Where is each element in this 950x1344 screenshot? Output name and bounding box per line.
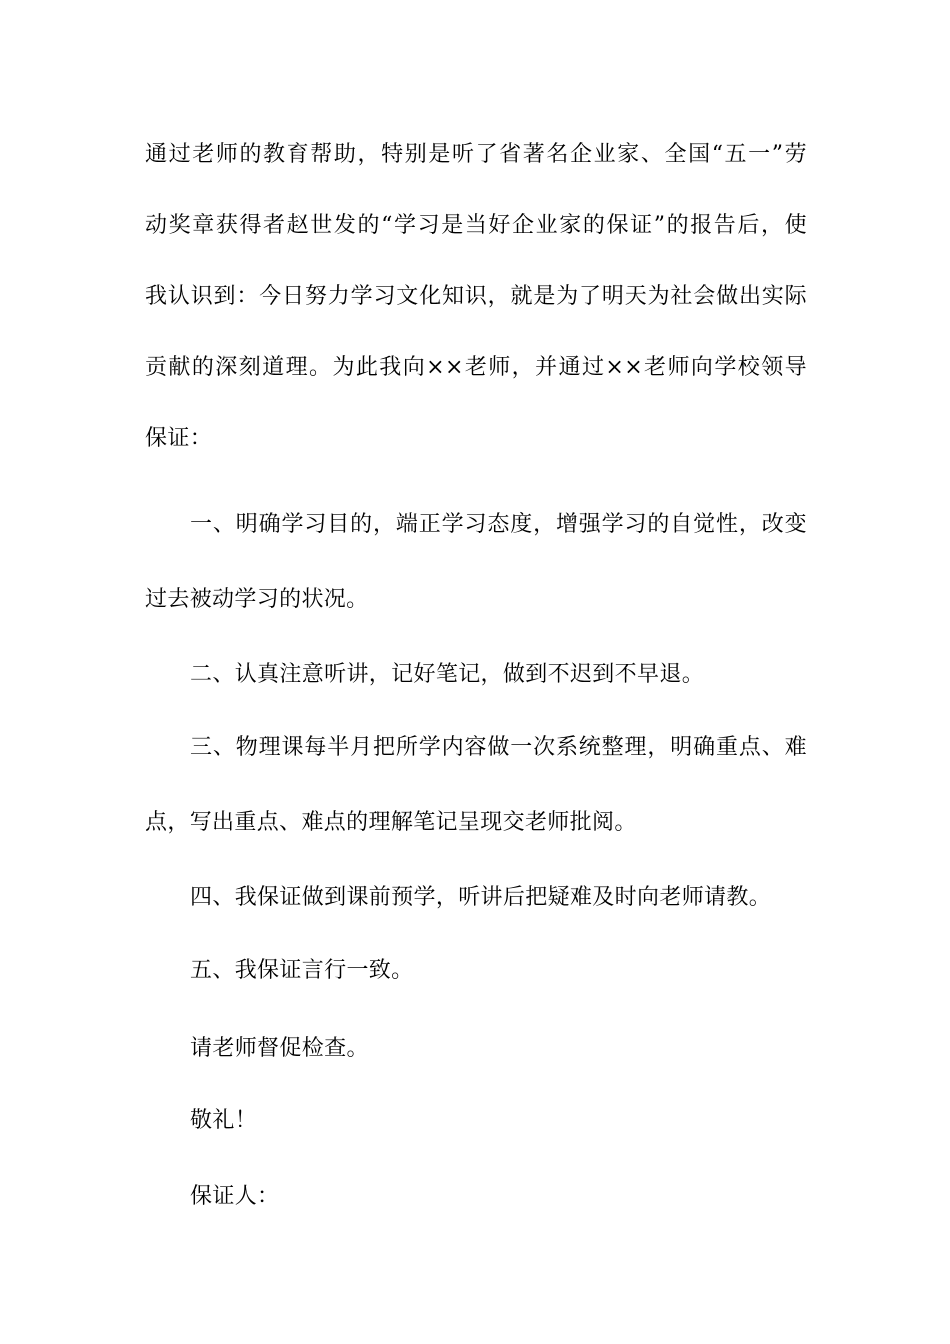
closing-request: 请老师督促检查。: [190, 1036, 369, 1061]
pledge-item-1-line-2: 过去被动学习的状况。: [145, 587, 369, 612]
body-line-4: 贡献的深刻道理。为此我向××老师，并通过××老师向学校领导: [145, 355, 807, 380]
body-line-2: 动奖章获得者赵世发的“学习是当好企业家的保证”的报告后，使: [145, 213, 807, 238]
pledge-item-3-line-2: 点，写出重点、难点的理解笔记呈现交老师批阅。: [145, 810, 637, 835]
pledge-item-5: 五、我保证言行一致。: [190, 958, 414, 983]
pledge-item-1-line-1: 一、明确学习目的，端正学习态度，增强学习的自觉性，改变: [190, 512, 807, 537]
body-line-3: 我认识到：今日努力学习文化知识，就是为了明天为社会做出实际: [145, 284, 807, 309]
body-line-5: 保证：: [145, 426, 213, 451]
pledge-item-3-line-1: 三、物理课每半月把所学内容做一次系统整理，明确重点、难: [190, 735, 807, 760]
signature-label: 保证人：: [190, 1184, 280, 1209]
pledge-item-2: 二、认真注意听讲，记好笔记，做到不迟到不早退。: [190, 662, 705, 687]
body-line-1: 通过老师的教育帮助，特别是听了省著名企业家、全国“五一”劳: [145, 142, 807, 167]
salutation: 敬礼！: [190, 1108, 258, 1133]
pledge-item-4: 四、我保证做到课前预学，听讲后把疑难及时向老师请教。: [190, 885, 772, 910]
